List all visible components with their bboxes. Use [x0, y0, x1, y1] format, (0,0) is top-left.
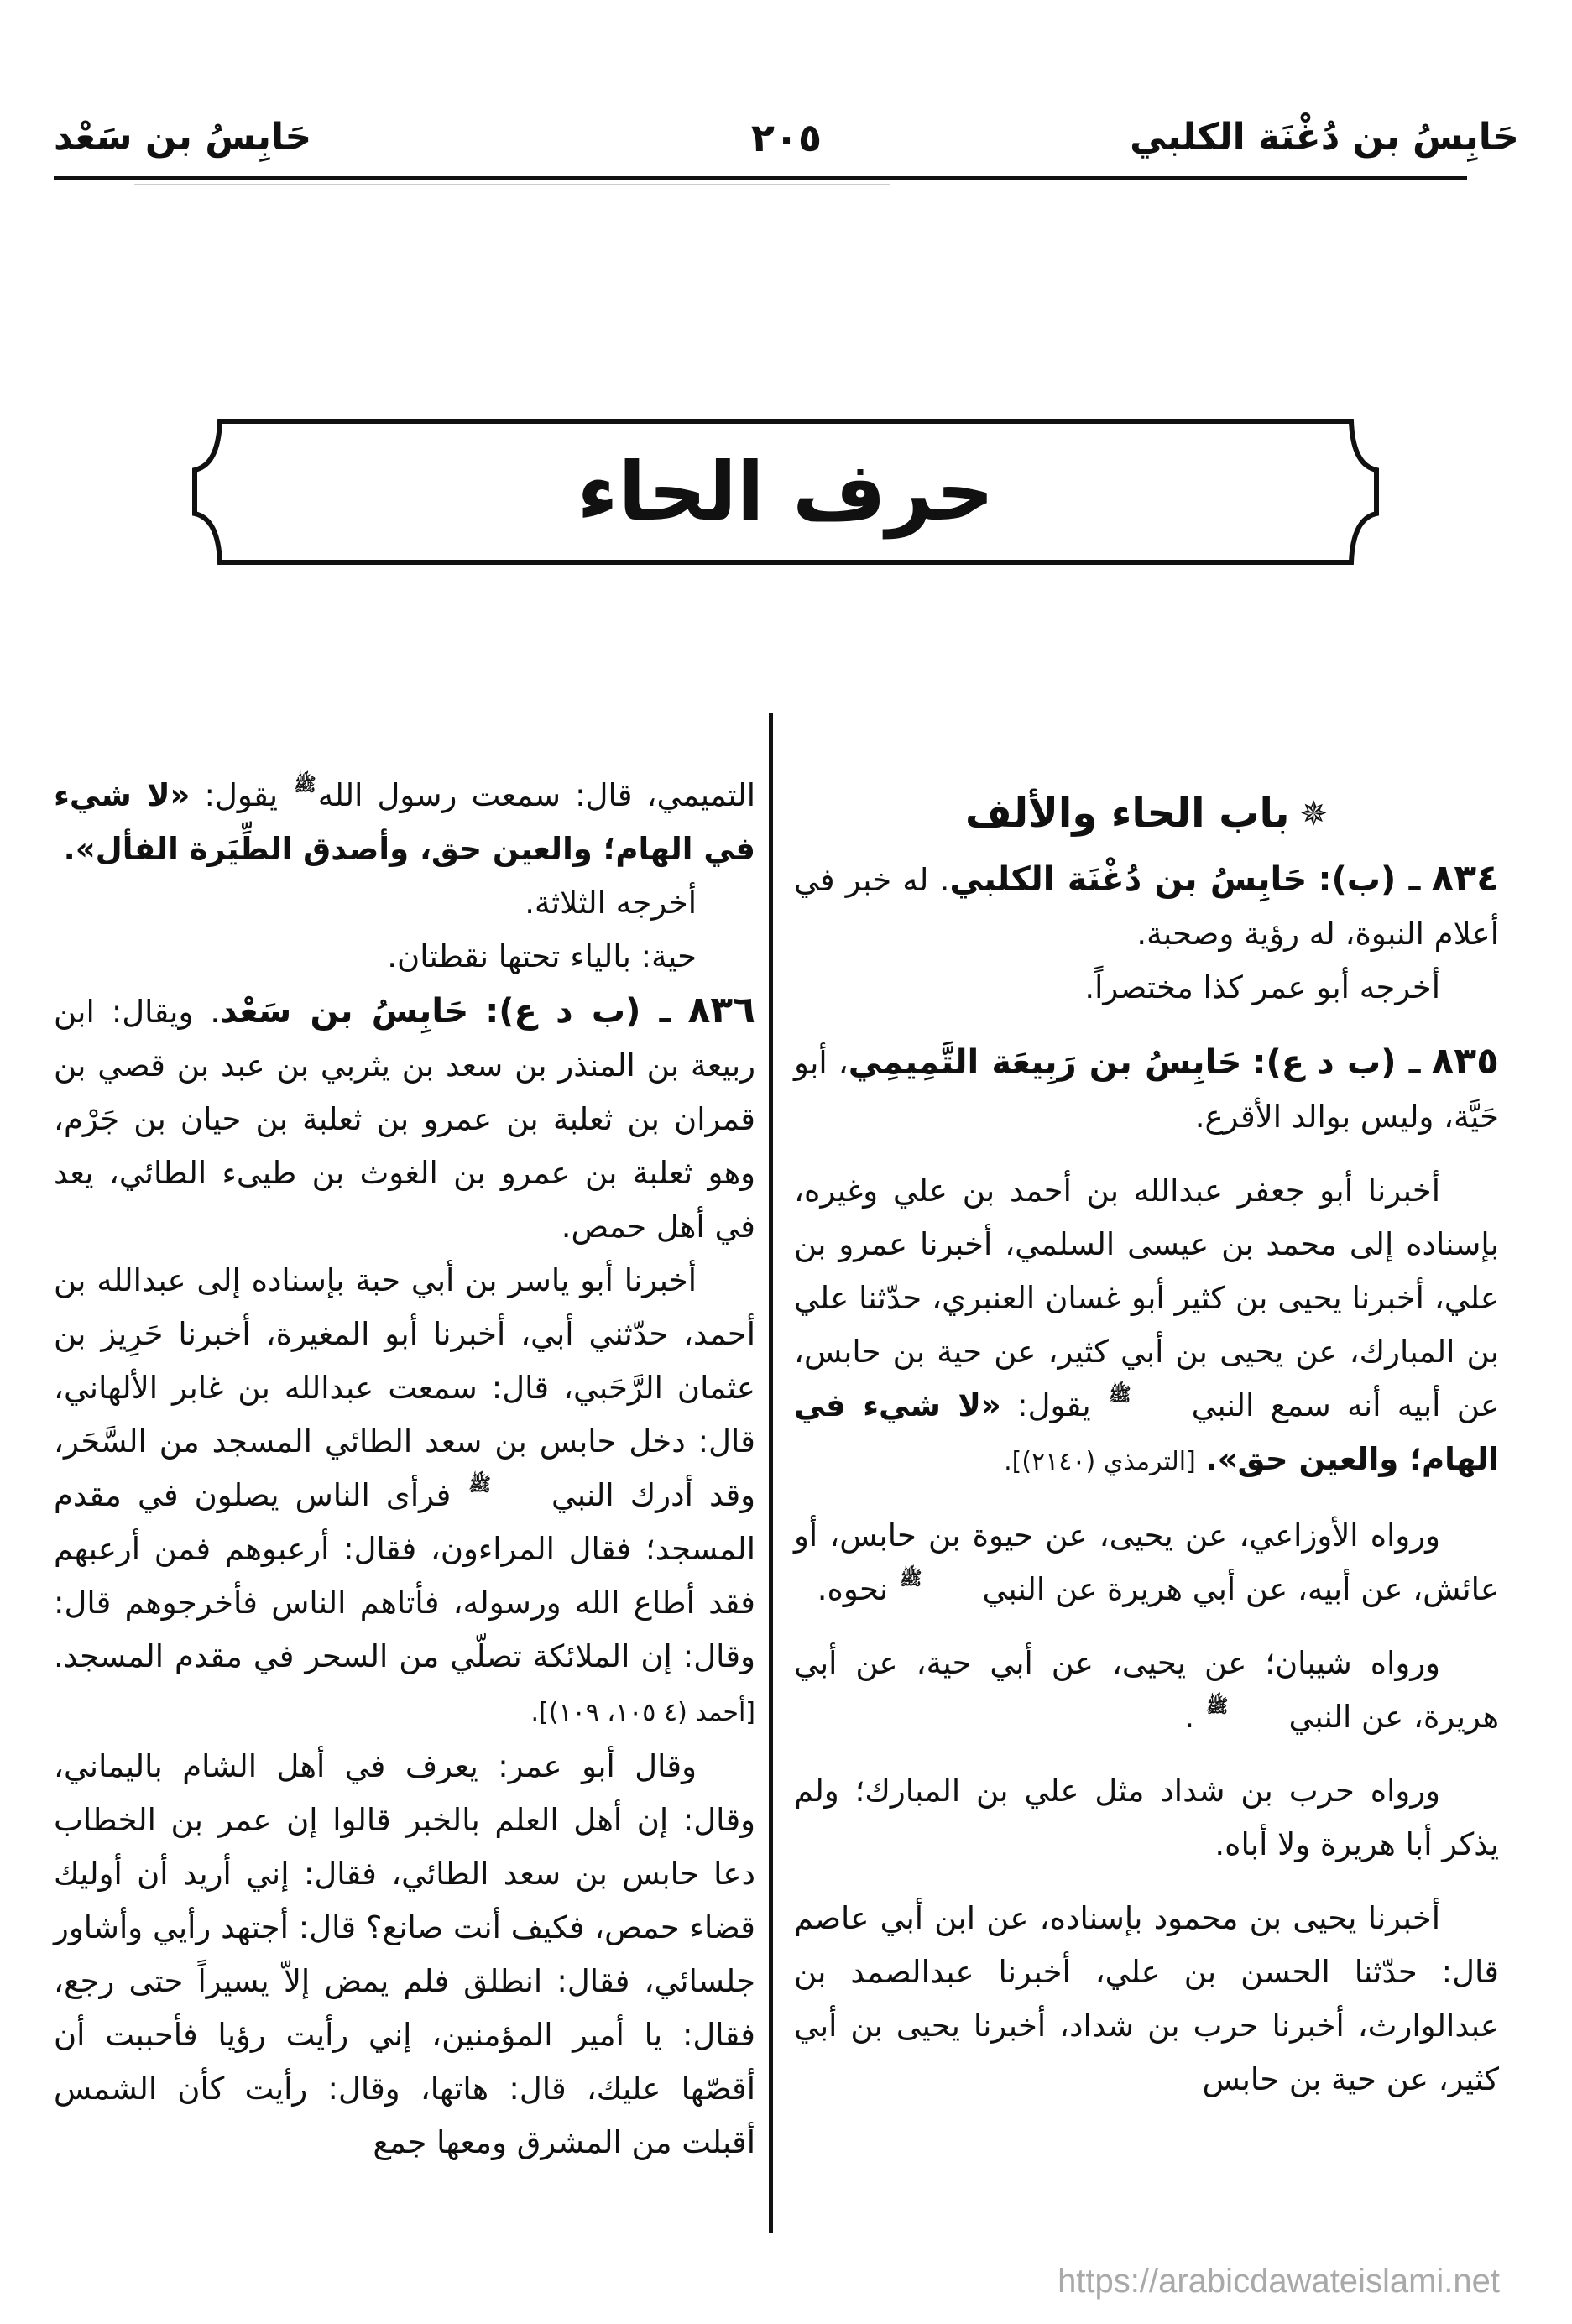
honorific-ligature-icon: ﷺ: [1109, 1385, 1131, 1406]
hadith-paragraph: [794, 1164, 1499, 1489]
narration-paragraph: [794, 1509, 1499, 1616]
narration-paragraph: ورواه حرب بن شداد مثل علي بن المبارك؛ ولم يذكر أبا هريرة ولا أباه.: [794, 1773, 1499, 1862]
text: يقول:: [204, 777, 279, 813]
entry-text: . ويقال: ابن ربيعة بن المنذر بن سعد بن يثربي بن عبد بن قصي بن قمران بن ثعلبة بن عمرو بن ثعلبة بن حيان بن جَرْم، وهو ثعلبة بن عمرو بن الغوث بن طيىء الطائي، يعد في أهل حمص.: [54, 994, 755, 1245]
page-number: ٢٠٥: [750, 115, 823, 160]
header-divider: [54, 176, 1467, 180]
entry-836: [54, 984, 755, 1254]
section-heading: [794, 781, 1499, 847]
eight-pointed-star-icon: ✵: [1299, 795, 1329, 833]
text: .: [1184, 1699, 1195, 1735]
entry-834-source: أخرجه أبو عمر كذا مختصراً.: [1084, 969, 1440, 1005]
citation: [أحمد (٤ ١٠٥، ١٠٩)].: [530, 1698, 755, 1727]
honorific-ligature-icon: ﷺ: [468, 1475, 491, 1496]
text: ورواه الأوزاعي، عن يحيى، عن حيوة بن حابس، أو عائش، عن أبيه، عن أبي هريرة عن النبي: [794, 1517, 1499, 1607]
right-column: [794, 781, 1499, 2107]
entry-sigla: ـ (ب د ع):: [485, 992, 671, 1031]
honorific-ligature-icon: ﷺ: [294, 775, 316, 796]
entry-text: ، أبو حَيَّة، وليس بوالد الأقرع.: [794, 1045, 1499, 1135]
chapter-title: حرف الحاء: [577, 445, 995, 539]
source-note: أخرجه الثلاثة.: [525, 885, 697, 921]
honorific-ligature-icon: ﷺ: [1205, 1696, 1229, 1717]
running-title-left: حَابِسُ بن سَعْد: [54, 116, 312, 159]
entry-sigla: ـ (ب):: [1318, 860, 1421, 899]
isnad-text: أخبرنا أبو جعفر عبدالله بن أحمد بن علي وغيره، بإسناده إلى محمد بن عيسى السلمي، أخبرنا عمرو بن علي، أخبرنا يحيى بن كثير أبو غسان العنبري، حدّثنا علي بن المبارك، عن يحيى بن أبي كثير، عن حية بن حابس، عن أبيه أنه سمع النبي: [794, 1172, 1500, 1423]
narration-paragraph: وقال أبو عمر: يعرف في أهل الشام باليماني، وقال: إن أهل العلم بالخبر قالوا إن عمر بن الخطاب دعا حابس بن سعد الطائي، فقال: إني أريد أن أوليك قضاء حمص، فكيف أنت صانع؟ قال: أجتهد رأيي وأشاور جلسائي، فقال: انطلق فلم يمض إلاّ يسيراً حتى رجع، فقال: يا أمير المؤمنين، إني رأيت رؤيا فأحببت أن أقصّها عليك، قال: هاتها، وقال: رأيت كأن الشمس أقبلت من المشرق ومعها جمع: [54, 1748, 755, 2160]
watermark-url: https://arabicdawateislami.net: [1058, 2263, 1500, 2300]
entry-name: حَابِسُ بن رَبِيعَة التَّمِيمِي: [848, 1043, 1242, 1082]
header-divider-shadow: [134, 184, 890, 185]
column-divider: [769, 713, 773, 2233]
hadith-paragraph: [54, 1254, 755, 1740]
narration-paragraph: [794, 1637, 1499, 1744]
text: يقول:: [1017, 1387, 1091, 1423]
entry-number: ٨٣٤: [1431, 857, 1499, 900]
text: التميمي، قال: سمعت رسول الله: [317, 777, 756, 813]
hadith-quote: «لا شيء في الهام؛ والعين حق».: [794, 1387, 1499, 1477]
continued-hadith: [54, 769, 755, 876]
entry-sigla: ـ (ب د ع):: [1252, 1043, 1421, 1082]
text: ورواه شيبان؛ عن يحيى، عن أبي حية، عن أبي هريرة، عن النبي: [794, 1645, 1499, 1735]
honorific-ligature-icon: ﷺ: [899, 1569, 922, 1590]
entry-name: حَابِسُ بن سَعْد: [220, 992, 469, 1031]
entry-834: [794, 852, 1499, 961]
entry-name: حَابِسُ بن دُغْنَة الكلبي: [949, 860, 1308, 899]
hadith-quote: «لا شيء في الهام؛ والعين حق، وأصدق الطِّيَرة الفأل».: [54, 777, 755, 867]
entry-835: [794, 1035, 1499, 1144]
section-heading-text: باب الحاء والألف: [964, 790, 1290, 837]
entry-number: ٨٣٦: [687, 989, 756, 1031]
chapter-title-frame: [190, 416, 1381, 567]
isnad-text: أخبرنا أبو ياسر بن أبي حبة بإسناده إلى عبدالله بن أحمد، حدّثني أبي، أخبرنا أبو المغيرة، أخبرنا حَرِيز بن عثمان الرَّحَبي، قال: سمعت عبدالله بن غابر الألهاني، قال: دخل حابس بن سعد الطائي المسجد من السَّحَر، وقد أدرك النبي: [54, 1262, 756, 1513]
running-header: [54, 102, 1519, 176]
isnad-paragraph: أخبرنا يحيى بن محمود بإسناده، عن ابن أبي عاصم قال: حدّثنا الحسن بن علي، أخبرنا عبدالصمد بن عبدالوارث، أخبرنا حرب بن شداد، أخبرنا يحيى بن أبي كثير، عن حية بن حابس: [794, 1900, 1499, 2097]
left-column: [54, 769, 755, 2170]
citation: [الترمذي (٢١٤٠)].: [1004, 1447, 1196, 1476]
running-title-right: حَابِسُ بن دُغْنَة الكلبي: [1130, 116, 1519, 159]
entry-number: ٨٣٥: [1431, 1040, 1500, 1083]
entry-text: . له خبر في أعلام النبوة، له رؤية وصحبة.: [794, 862, 1499, 952]
text: فرأى الناس يصلون في مقدم المسجد؛ فقال المراءون، فقال: أرعبوهم فمن أرعبهم فقد أطاع الله ورسوله، فأتاهم الناس فأخرجوهم قال: وقال: إن الملائكة تصلّي من السحر في مقدم المسجد.: [54, 1477, 755, 1674]
spelling-note: حية: بالياء تحتها نقطتان.: [387, 938, 697, 974]
text: نحوه.: [817, 1571, 889, 1607]
